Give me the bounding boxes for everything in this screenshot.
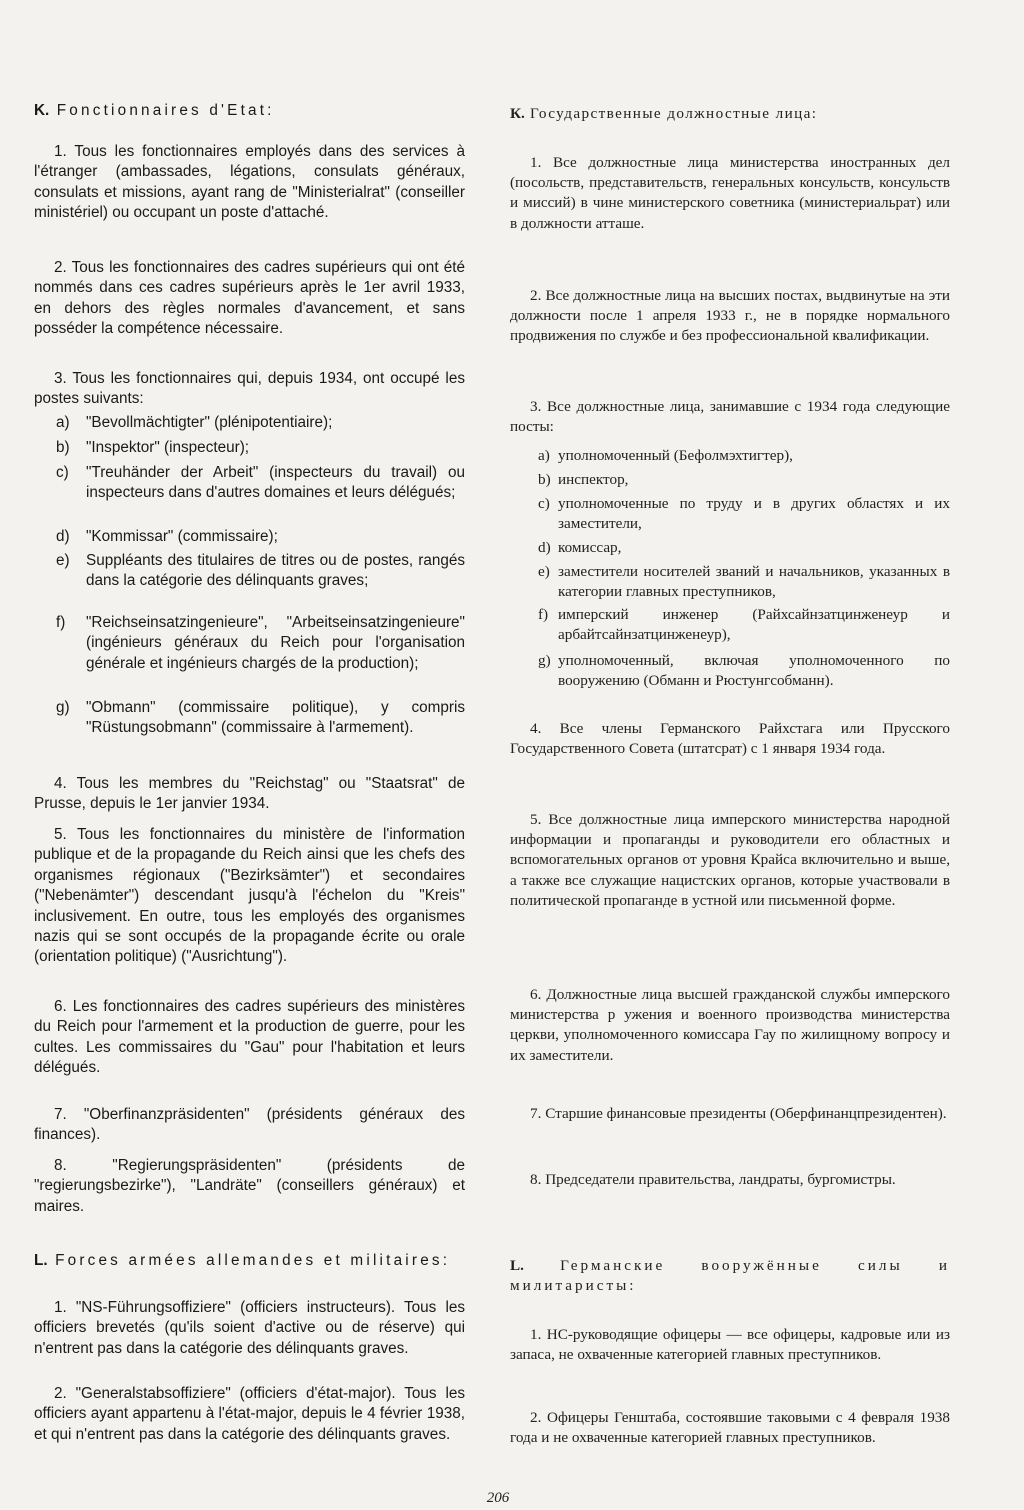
- fr-k-paragraph-1: 1. Tous les fonctionnaires employés dans des services à l'étranger (ambassades, légations, consulats généraux, consulats et missions, ayant rang de "Ministerialrat" (conseiller ministériel) ou occupant un poste d'attaché.: [34, 143, 465, 222]
- fr-k-item-g: [34, 698, 465, 739]
- ru-k-item-f-label: f): [538, 606, 549, 623]
- ru-section-k-title: Государственные должностные лица:: [530, 105, 818, 122]
- fr-k-paragraph-3: 3. Tous les fonctionnaires qui, depuis 1934, ont occupé les postes suivants:: [34, 370, 465, 408]
- ru-k-item-a-label: a): [538, 447, 550, 464]
- fr-k-paragraph-7: 7. "Oberfinanzpräsidenten" (présidents généraux des finances).: [34, 1106, 465, 1144]
- ru-k-item-c-label: c): [538, 495, 550, 512]
- page-number: 206: [486, 1490, 510, 1506]
- fr-k-item-f: [34, 613, 465, 674]
- fr-k-paragraph-5: 5. Tous les fonctionnaires du ministère de l'information publique et de la propagande du Reich ainsi que les chefs des organismes régionaux ("Bezirksämter") et secondaires ("Nebenämter") descendant jusqu'à l'échelon du "Kreis" inclusivement. En outre, tous les employés des organismes nazis qui se sont occupés de la propagande écrite ou orale (orientation politique) ("Ausrichtung").: [34, 826, 465, 966]
- ru-l-paragraph-2: 2. Офицеры Генштаба, состоявшие таковыми с 4 февраля 1938 года и не охваченные категорией главных преступников.: [510, 1409, 950, 1447]
- ru-k-item-a-text: уполномоченный (Бефолмэхтигтер),: [558, 447, 793, 464]
- ru-k-item-g-label: g): [538, 652, 551, 669]
- fr-k-item-b-label: b): [56, 439, 70, 456]
- fr-k-item-a-label: a): [56, 414, 70, 431]
- ru-k-paragraph-7: 7. Старшие финансовые президенты (Оберфинанцпрезидентен).: [530, 1105, 947, 1122]
- ru-section-l-title: Германские вооружённые силы и милитаристы:: [510, 1257, 950, 1295]
- fr-section-l-title: Forces armées allemandes et militaires:: [55, 1252, 451, 1269]
- fr-l-paragraph-1: 1. "NS-Führungsoffiziere" (officiers instructeurs). Tous les officiers brevetés (qu'ils soient d'active ou de réserve) qui n'entrent pas dans la catégorie des délinquants graves.: [34, 1299, 465, 1357]
- fr-section-l-letter: L.: [34, 1252, 48, 1269]
- ru-k-paragraph-8: 8. Председатели правительства, ландраты, бургомистры.: [530, 1171, 896, 1188]
- ru-k-item-f: [510, 605, 950, 645]
- fr-k-item-d-text: "Kommissar" (commissaire);: [86, 528, 278, 545]
- fr-k-item-c-text: "Treuhänder der Arbeit" (inspecteurs du travail) ou inspecteurs dans d'autres domaines et leurs délégués;: [86, 464, 465, 502]
- fr-k-item-c-label: c): [56, 464, 69, 481]
- ru-section-l-letter: L.: [510, 1257, 524, 1274]
- ru-k-item-d: [510, 538, 950, 558]
- ru-k-item-b-text: инспектор,: [558, 471, 629, 488]
- fr-k-item-e-text: Suppléants des titulaires de titres ou de postes, rangés dans la catégorie des délinquants graves;: [86, 552, 465, 590]
- fr-k-item-d-label: d): [56, 528, 70, 545]
- ru-k-paragraph-3: 3. Все должностные лица, занимавшие с 1934 года следующие посты:: [510, 398, 950, 436]
- ru-k-item-e-label: e): [538, 563, 550, 580]
- fr-k-item-g-text: "Obmann" (commissaire politique), y compris "Rüstungsobmann" (commissaire à l'armement).: [86, 699, 465, 737]
- fr-k-item-c: [34, 463, 465, 504]
- ru-k-item-b-label: b): [538, 471, 551, 488]
- ru-l-paragraph-1: 1. НС-руководящие офицеры — все офицеры, кадровые или из запаса, не охваченные категорией главных преступников.: [510, 1326, 950, 1364]
- fr-k-paragraph-8: 8. "Regierungspräsidenten" (présidents de "regierungsbezirke"), "Landräte" (conseillers généraux) et maires.: [34, 1157, 465, 1215]
- ru-k-item-d-text: комиссар,: [558, 539, 622, 556]
- ru-k-paragraph-2: 2. Все должностные лица на высших постах, выдвинутые на эти должности после 1 апреля 1933 г., не в порядке нормального продвижения по службе и без профессиональной квалификации.: [510, 287, 950, 345]
- ru-k-item-a: [510, 446, 950, 466]
- fr-k-item-e: [34, 551, 465, 592]
- ru-k-paragraph-1: 1. Все должностные лица министерства иностранных дел (посольств, представительств, генеральных консульств, консульств и миссий) в чине министерского советника (министериальрат) или в должности атташе.: [510, 154, 950, 232]
- ru-section-l-heading: [510, 1256, 950, 1296]
- fr-section-l-heading: [34, 1251, 465, 1271]
- fr-k-item-g-label: g): [56, 699, 70, 716]
- fr-l-paragraph-2: 2. "Generalstabsoffiziere" (officiers d'état-major). Tous les officiers ayant appartenu à l'état-major, depuis le 4 février 1938, et qui n'entrent pas dans la catégorie des délinquants graves.: [34, 1385, 465, 1443]
- ru-k-item-c-text: уполномоченные по труду и в других областях и их заместители,: [558, 495, 950, 533]
- fr-k-item-b: [34, 438, 465, 458]
- fr-k-item-b-text: "Inspektor" (inspecteur);: [86, 439, 250, 456]
- fr-k-item-e-label: e): [56, 552, 70, 569]
- ru-k-item-d-label: d): [538, 539, 551, 556]
- ru-section-k-letter: К.: [510, 105, 525, 122]
- ru-k-paragraph-5: 5. Все должностные лица имперского министерства народной информации и пропаганды и руководители его областных и вспомогательных органов от уровня Крайса включительно и выше, а также все служащие нацистских органов, которые участвовали в политической пропаганде в устной или письменной форме.: [510, 811, 950, 909]
- fr-section-k-heading: [34, 101, 465, 121]
- ru-k-paragraph-6: 6. Должностные лица высшей гражданской службы имперского министерства р ужения и военного производства министерства церкви, уполномоченного комиссара Гау по жилищному вопросу и их заместители.: [510, 986, 950, 1064]
- ru-section-k-heading: [510, 104, 950, 124]
- ru-k-item-g-text: уполномоченный, включая уполномоченного по вооружению (Обманн и Рюстунгсобманн).: [558, 652, 950, 690]
- ru-k-item-g: [510, 651, 950, 691]
- fr-k-paragraph-4: 4. Tous les membres du "Reichstag" ou "Staatsrat" de Prusse, depuis le 1er janvier 1934.: [34, 775, 465, 813]
- fr-k-paragraph-6: 6. Les fonctionnaires des cadres supérieurs des ministères du Reich pour l'armement et la production de guerre, pour les cultes. Les commissaires du "Gau" pour l'habitation et leurs délégués.: [34, 998, 465, 1077]
- ru-k-item-e-text: заместители носителей званий и начальников, указанных в категории главных преступников,: [558, 563, 950, 601]
- fr-section-k-letter: K.: [34, 102, 50, 119]
- fr-k-item-d: [34, 527, 465, 547]
- fr-section-k-title: Fonctionnaires d'Etat:: [56, 102, 275, 119]
- ru-k-item-c: [510, 494, 950, 534]
- ru-k-paragraph-4: 4. Все члены Германского Райхстага или Прусского Государственного Совета (штатсрат) с 1 января 1934 года.: [510, 720, 950, 758]
- ru-k-item-b: [510, 470, 950, 490]
- ru-k-item-e: [510, 562, 950, 602]
- fr-k-item-a-text: "Bevollmächtigter" (plénipotentiaire);: [86, 414, 333, 431]
- fr-k-item-f-label: f): [56, 614, 66, 631]
- fr-k-item-f-text: "Reichseinsatzingenieure", "Arbeitseinsatzingenieure" (ingénieurs généraux du Reich pour l'organisation générale et ingénieurs chargés de la production);: [86, 614, 465, 672]
- fr-k-item-a: [34, 413, 465, 433]
- ru-k-item-f-text: имперский инженер (Райхсайнзатцинженеур и арбайтсайнзатцинженеур),: [558, 606, 950, 644]
- fr-k-paragraph-2: 2. Tous les fonctionnaires des cadres supérieurs qui ont été nommés dans ces cadres supérieurs après le 1er avril 1933, en dehors des règles normales d'avancement, et sans posséder la compétence nécessaire.: [34, 259, 465, 338]
